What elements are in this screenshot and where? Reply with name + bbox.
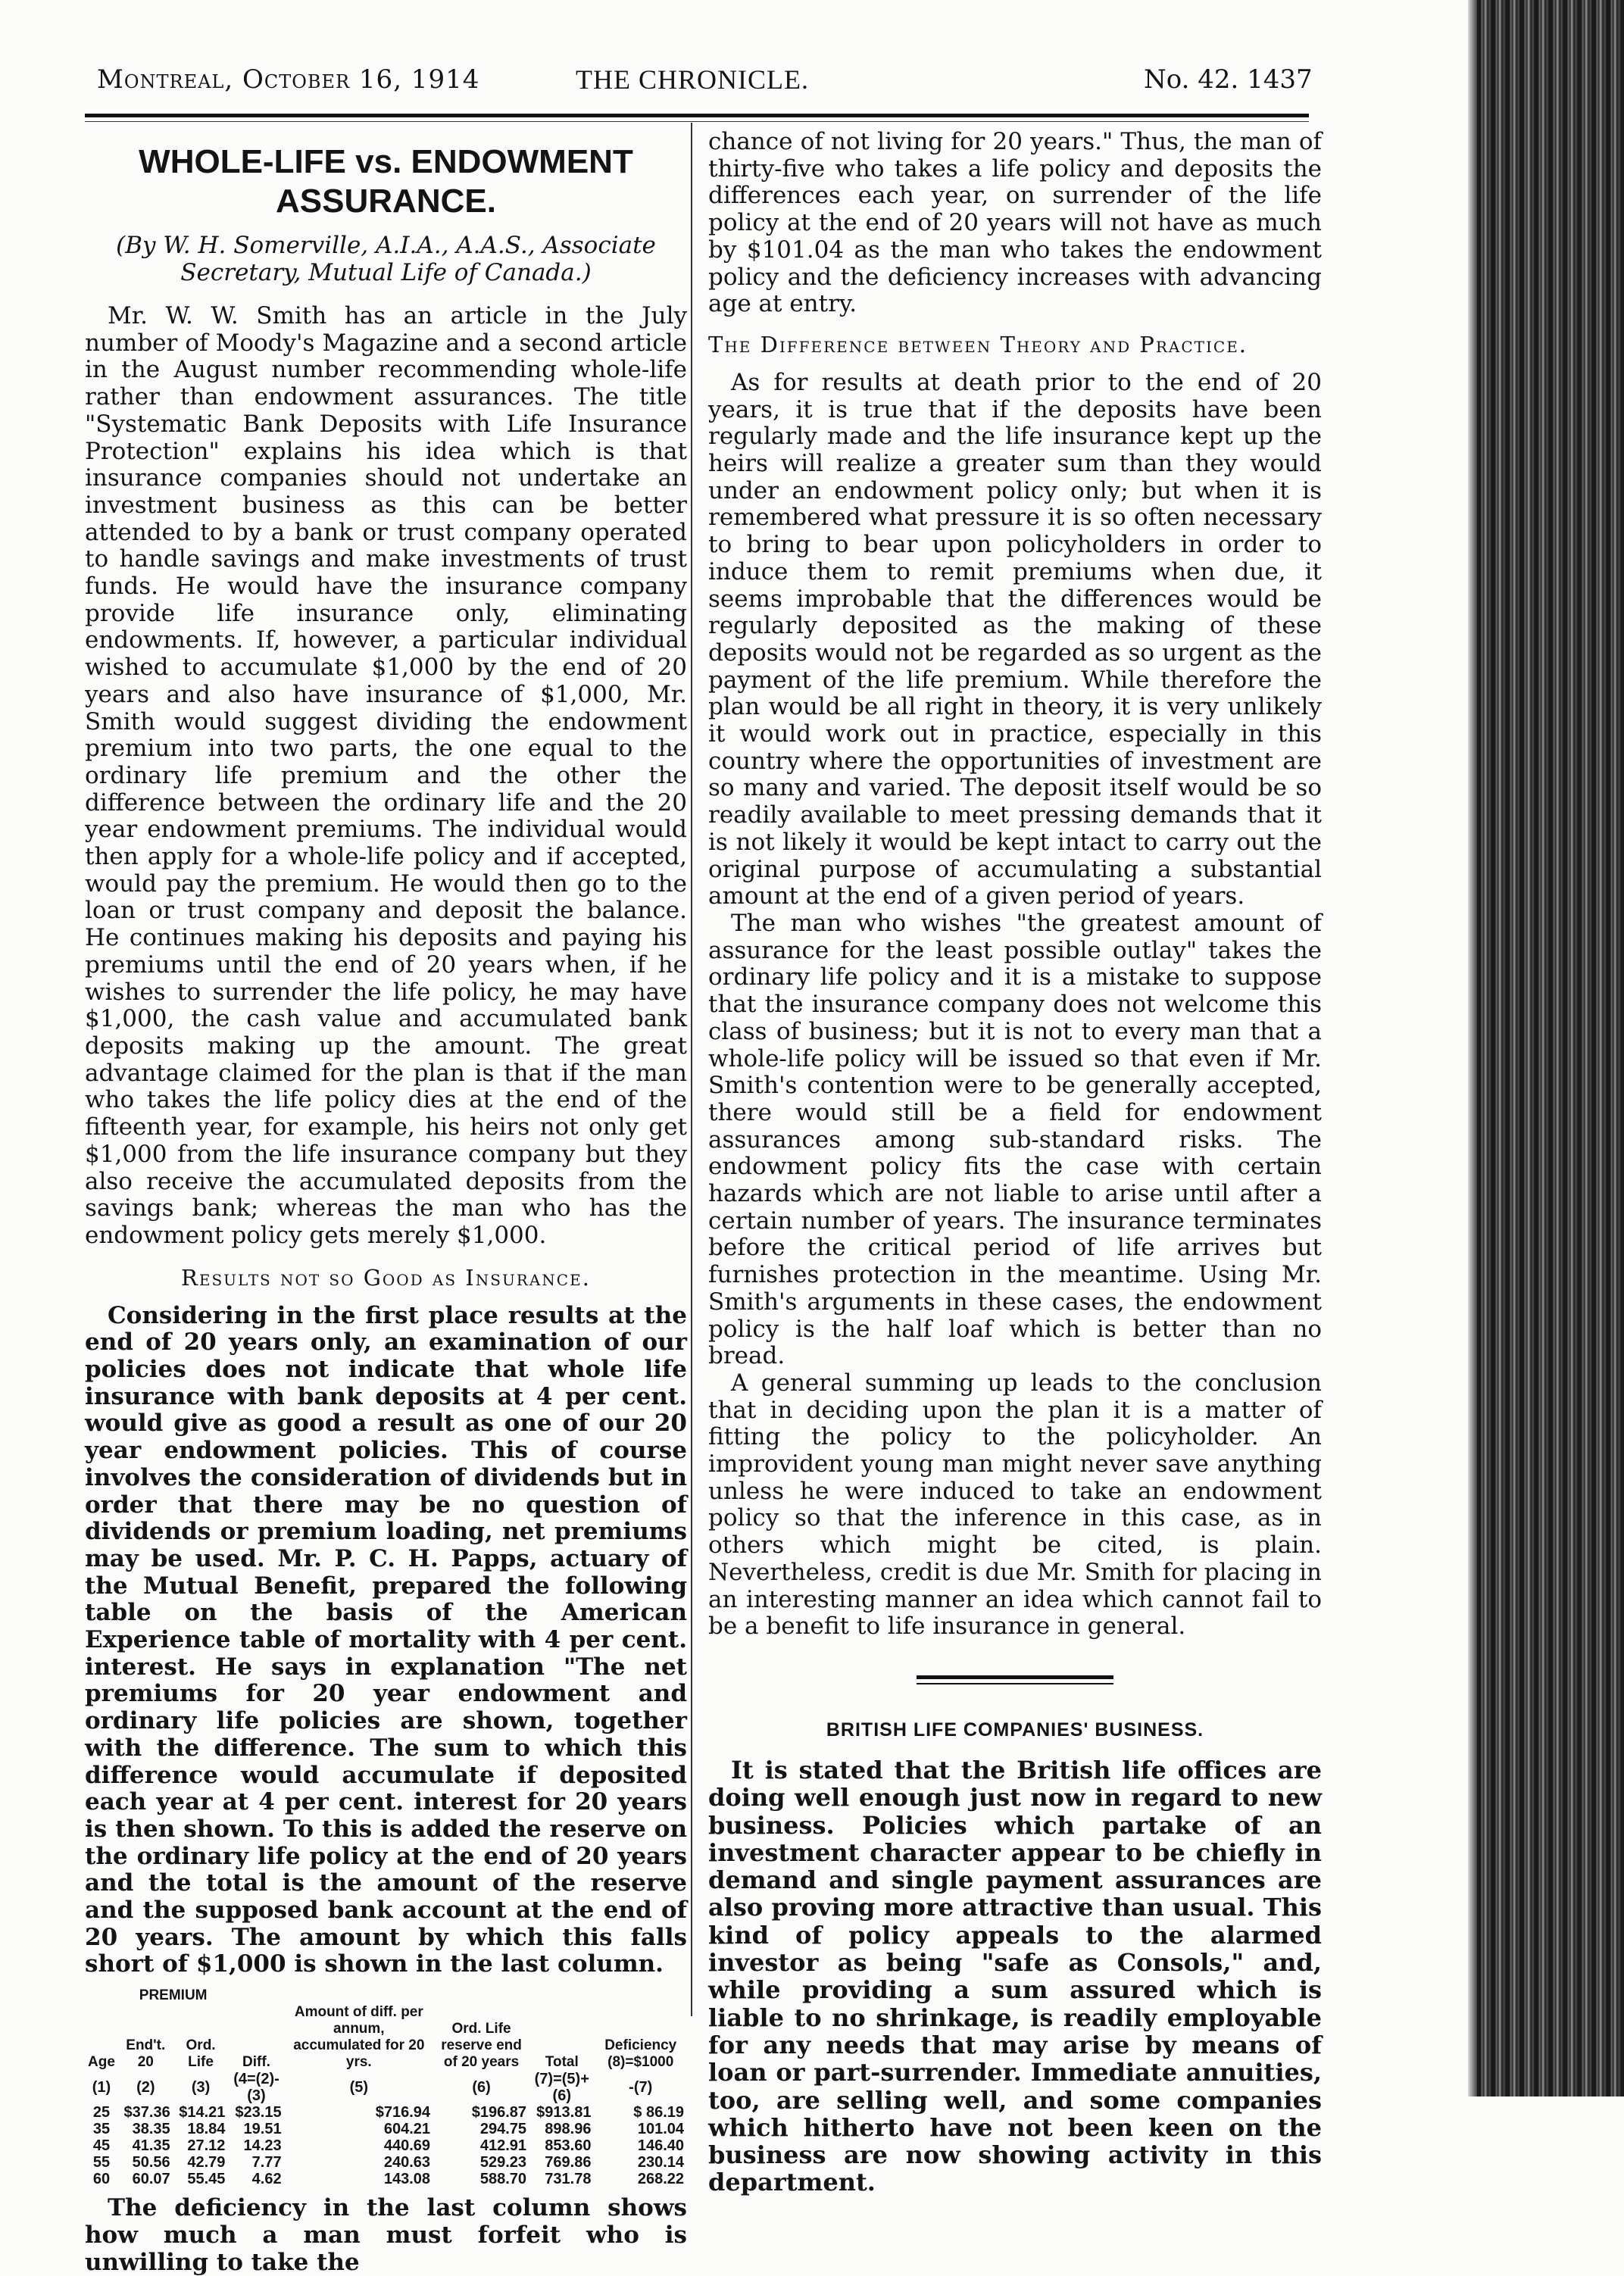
table-cell: 27.12: [187, 2137, 226, 2155]
table-cell: 25: [92, 2104, 111, 2121]
table-cell: (6): [472, 2079, 491, 2096]
article-byline: (By W. H. Somerville, A.I.A., A.A.S., Associate Secretary, Mutual Life of Canada.): [116, 232, 656, 286]
table-row: [85, 2104, 687, 2121]
table-row: [85, 2137, 687, 2154]
table-row: [85, 2171, 687, 2187]
table-header: Diff.: [242, 2054, 270, 2071]
article-title: [85, 142, 687, 221]
running-head-page-number: No. 42. 1437: [1144, 64, 1313, 95]
table-column-number-row: [85, 2071, 687, 2104]
table-cell: (7)=(5)+(6): [534, 2071, 589, 2105]
article-title-line-2: ASSURANCE.: [276, 183, 496, 220]
table-header: Total: [545, 2054, 579, 2071]
table-cell: 604.21: [383, 2121, 431, 2138]
table-cell: 35: [92, 2121, 111, 2138]
table-header: Amount of diff. per annum, accumulated for 20 yrs.: [293, 2004, 425, 2071]
table-cell: 898.96: [545, 2121, 592, 2138]
table-header: End't. 20: [126, 2037, 166, 2071]
table-cell: $196.87: [471, 2104, 527, 2121]
table-cell: -(7): [629, 2079, 653, 2096]
table-cell: $37.36: [123, 2104, 170, 2121]
article-paragraph-2: Considering in the first place results at the end of 20 years only, an examination of our policies does not indicate that whole life insurance with bank deposits at 4 per cent. would give as good a result as one of our 20 year endowment policies. This of course involves the consideration of dividends but in order that there may be no question of dividends or premium loading, net premiums may be used. Mr. P. C. H. Papps, actuary of the Mutual Benefit, prepared the following table on the basis of the American Experience table of mortality with 4 per cent. interest. He says in explanation "The net premiums for 20 year endowment and ordinary life policies are shown, together with the difference. The sum to which this difference would accumulate if deposited each year at 4 per cent. interest for 20 years is then shown. To this is added the reserve on the ordinary life policy at the end of 20 years and the total is the amount of the reserve and the supposed bank account at the end of 20 years. The amount by which this falls short of $1,000 is shown in the last column.: [85, 1301, 687, 1978]
article-paragraph-4: As for results at death prior to the end of 20 years, it is true that if the deposits have been regularly made and the life insurance kept up the heirs will realize a greater sum than they would under an endowment policy only; but when it is remembered what pressure it is so often necessary to bring to bear upon policyholders in order to induce them to remit premiums when due, it seems improbable that the differences would be regularly deposited as the making of these deposits would not be regarded as so urgent as the payment of the life premium. While therefore the plan would be all right in theory, it is very unlikely it would work out in practice, especially in this country where the opportunities of investment are so many and varied. The deposit itself would be so readily available to meet pressing demands that it is not likely it would be kept intact to carry out the original purpose of accumulating a substantial amount at the end of a given period of years.: [708, 368, 1322, 910]
british-life-title: BRITISH LIFE COMPANIES' BUSINESS.: [826, 1719, 1204, 1741]
table-cell: 60.07: [132, 2171, 170, 2188]
premium-group-label: PREMIUM: [139, 1987, 208, 2004]
table-cell: 38.35: [132, 2121, 170, 2138]
table-row: [85, 2154, 687, 2171]
table-cell: 101.04: [637, 2121, 684, 2138]
table-cell: 412.91: [479, 2137, 527, 2155]
table-row: [85, 2121, 687, 2137]
separator-rule-thick: [917, 1675, 1113, 1679]
article-paragraph-5: The man who wishes "the greatest amount of assurance for the least possible outlay" takes the ordinary life policy and it is a mistake to suppose that the insurance company does not welcome this class of business; but it is not to every man that a whole-life policy will be issued so that even if Mr. Smith's contention were to be generally accepted, there would still be a field for endowment assurances among sub-standard risks. The endowment policy fits the case with certain hazards which are not liable to arise until after a certain number of years. The insurance terminates before the critical period of life arrives but furnishes protection in the meantime. Using Mr. Smith's arguments in these cases, the endowment policy is the half loaf which is better than no bread.: [708, 909, 1322, 1370]
table-cell: (5): [349, 2079, 369, 2096]
table-cell: 230.14: [637, 2154, 684, 2171]
table-cell: 7.77: [251, 2154, 282, 2171]
article-paragraph-3: The deficiency in the last column shows how much a man must forfeit who is unwilling to take the: [85, 2194, 687, 2276]
table-cell: $716.94: [375, 2104, 431, 2121]
table-cell: (4=(2)-(3): [233, 2071, 280, 2105]
table-cell: 18.84: [187, 2121, 226, 2138]
premium-table: [85, 1987, 687, 2187]
table-cell: 4.62: [251, 2171, 282, 2188]
table-cell: 529.23: [479, 2154, 527, 2171]
table-cell: $913.81: [536, 2104, 592, 2121]
table-cell: 19.51: [243, 2121, 282, 2138]
page-edge: [1468, 0, 1477, 2096]
header-rule: [85, 114, 1309, 117]
table-cell: 731.78: [545, 2171, 592, 2188]
article-separator: [917, 1675, 1113, 1684]
table-cell: 55: [92, 2154, 111, 2171]
table-cell: 50.56: [132, 2154, 170, 2171]
table-cell: $14.21: [179, 2104, 226, 2121]
running-head-date: Montreal, October 16, 1914: [97, 64, 480, 95]
british-life-paragraph: It is stated that the British life offices are doing well enough just now in regard to new business. Policies which partake of an investment character appear to be chiefly in demand and single payment assurances are also proving more attractive than usual. This kind of policy appeals to the alarmed investor as being "safe as Consols," and, while providing a sum assured which is liable to no shrinkage, is readily employable for any needs that may arise by means of loan or part-surrender. Immediate annuities, too, are selling well, and some companies which hitherto have not been keen on the business are now showing activity in this department.: [708, 1755, 1322, 2197]
table-cell: 146.40: [637, 2137, 684, 2155]
table-cell: (1): [92, 2079, 111, 2096]
table-cell: (3): [191, 2079, 211, 2096]
right-column: [708, 129, 1322, 2196]
table-cell: $23.15: [235, 2104, 282, 2121]
header-rule-thin: [85, 121, 1309, 122]
table-cell: 294.75: [479, 2121, 527, 2138]
premium-group-row: [85, 1987, 687, 2004]
table-header: Ord. Life reserve end of 20 years: [441, 2021, 522, 2071]
table-header: Ord. Life: [186, 2037, 216, 2071]
article-paragraph-6: A general summing up leads to the conclusion that in deciding upon the plan it is a matter of fitting the policy to the policyholder. An improvident young man might never save anything unless he were induced to take an endowment policy so that the inference in this case, as in others which might be cited, is plain. Nevertheless, credit is due Mr. Smith for placing in an interesting manner an idea which cannot fail to be a benefit to life insurance in general.: [708, 1369, 1322, 1641]
table-cell: 240.63: [383, 2154, 431, 2171]
article-paragraph-3-continued: chance of not living for 20 years." Thus, the man of thirty-five who takes a life policy and deposits the differences each year, on surrender of the life policy at the end of 20 years will not have as much by $101.04 as the man who takes the endowment policy and the deficiency increases with advancing age at entry.: [708, 128, 1322, 318]
table-header-row: [85, 2004, 687, 2071]
column-rule: [691, 123, 692, 2016]
article-title-line-1: WHOLE-LIFE vs. ENDOWMENT: [139, 143, 633, 180]
table-cell: 14.23: [243, 2137, 282, 2155]
table-cell: (2): [136, 2079, 155, 2096]
separator-rule-thin: [917, 1683, 1113, 1684]
section-heading-theory-practice: The Difference between Theory and Practice.: [708, 331, 1248, 357]
section-heading-results: Results not so Good as Insurance.: [181, 1264, 591, 1291]
table-cell: 55.45: [187, 2171, 226, 2188]
left-column: [85, 129, 687, 2276]
table-cell: 588.70: [479, 2171, 527, 2188]
table-cell: 268.22: [637, 2171, 684, 2188]
article-paragraph-1: Mr. W. W. Smith has an article in the July number of Moody's Magazine and a second article in the August number recommending whole-life rather than endowment assurances. The title "Systematic Bank Deposits with Life Insurance Protection" explains his idea which is that insurance companies should not undertake an investment business as this can be better attended to by a bank or trust company operated to handle savings and make investments of trust funds. He would have the insurance company provide life insurance only, eliminating endowments. If, however, a particular individual wished to accumulate $1,000 by the end of 20 years and also have insurance of $1,000, Mr. Smith would suggest dividing the endowment premium into two parts, the one equal to the ordinary life premium and the other the difference between the ordinary life and the 20 year endowment premiums. The individual would then apply for a whole-life policy and if accepted, would pay the premium. He would then go to the loan or trust company and deposit the balance. He continues making his deposits and paying his premiums until the end of 20 years when, if he wishes to surrender the life policy, he may have $1,000, the cash value and accumulated bank deposits making up the amount. The great advantage claimed for the plan is that if the man who takes the life policy dies at the end of the fifteenth year, for example, his heirs not only get $1,000 from the life insurance company but they also receive the accumulated deposits from the savings bank; whereas the man who has the endowment policy gets merely $1,000.: [85, 302, 687, 1249]
table-header: Deficiency (8)=$1000: [604, 2037, 677, 2071]
table-header: Age: [88, 2054, 115, 2071]
table-cell: 41.35: [132, 2137, 170, 2155]
table-cell: 60: [92, 2171, 111, 2188]
premium-table-block: [85, 1987, 687, 2187]
table-cell: 143.08: [383, 2171, 431, 2188]
table-cell: $ 86.19: [633, 2104, 684, 2121]
table-cell: 769.86: [545, 2154, 592, 2171]
book-spine: [1477, 0, 1624, 2096]
table-cell: 440.69: [383, 2137, 431, 2155]
running-head-title: THE CHRONICLE.: [576, 64, 809, 95]
table-cell: 853.60: [545, 2137, 592, 2155]
table-cell: 45: [92, 2137, 111, 2155]
table-cell: 42.79: [187, 2154, 226, 2171]
british-life-article: [708, 1719, 1322, 2196]
